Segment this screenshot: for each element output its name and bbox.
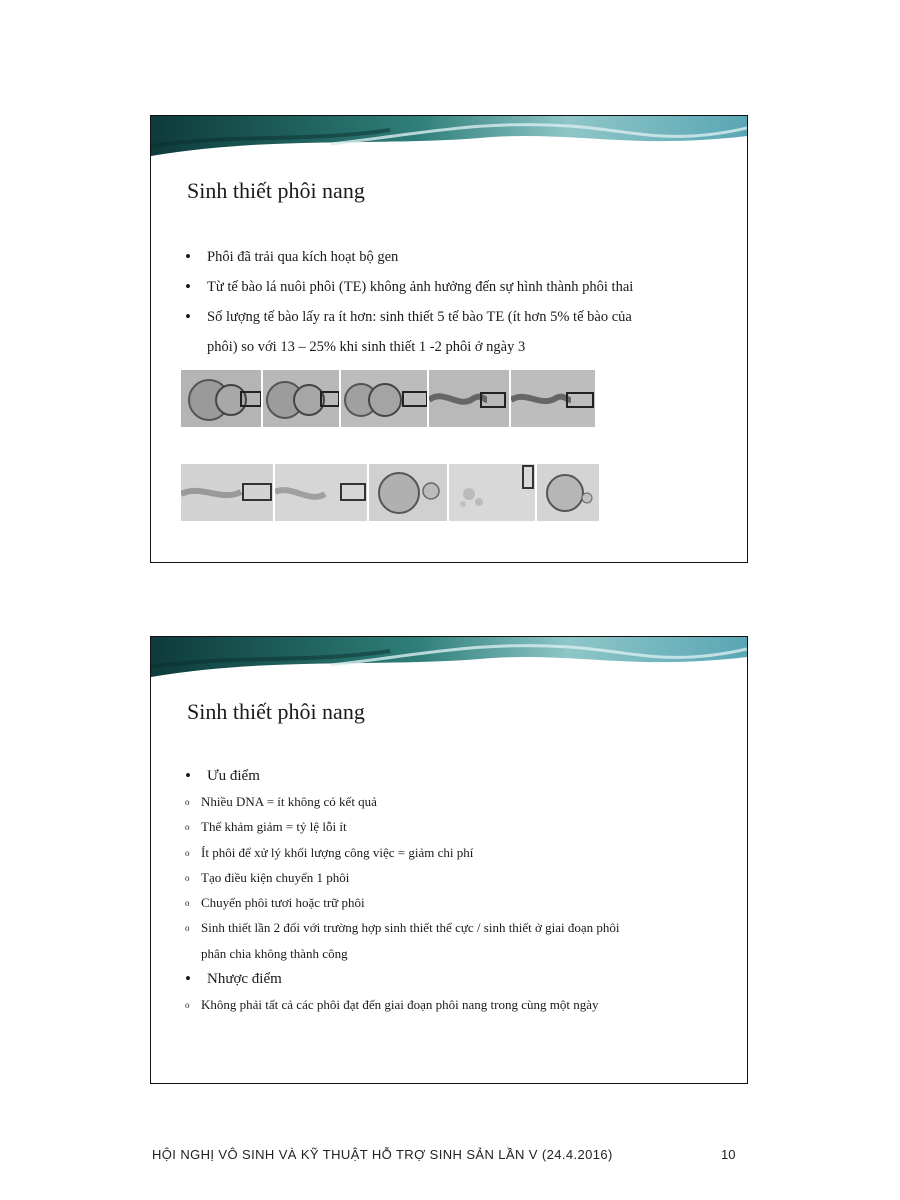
micrograph-image <box>181 464 273 521</box>
micrograph-row-1 <box>181 370 595 427</box>
advantages-heading: • Ưu điểm <box>185 763 727 789</box>
disadvantages-group <box>185 992 727 1017</box>
slide-title: Sinh thiết phôi nang <box>187 178 365 203</box>
micrograph-image <box>263 370 339 427</box>
micrograph-image <box>429 370 509 427</box>
bullet-item: • Từ tế bào lá nuôi phôi (TE) không ảnh hưởng đến sự hình thành phôi thai <box>185 272 727 302</box>
page-number: 10 <box>721 1147 736 1162</box>
advantage-item: o Sinh thiết lần 2 đối với trường hợp sinh thiết thể cực / sinh thiết ở giai đoạn phôi phân chia không thành công <box>185 915 727 966</box>
micrograph-image <box>275 464 367 521</box>
advantage-item: o Thể khảm giảm = tỷ lệ lỗi ít <box>185 814 727 839</box>
micrograph-image <box>341 370 427 427</box>
advantage-item: o Tạo điều kiện chuyển 1 phôi <box>185 865 727 890</box>
disadvantage-item: o Không phải tất cả các phôi đạt đến giai đoạn phôi nang trong cùng một ngày <box>185 992 727 1017</box>
micrograph-image <box>537 464 599 521</box>
wave-banner <box>151 637 747 683</box>
micrograph-image <box>449 464 535 521</box>
advantage-item: o Ít phôi để xử lý khối lượng công việc = giảm chi phí <box>185 840 727 865</box>
slide-title: Sinh thiết phôi nang <box>187 699 365 724</box>
pros-cons-list <box>185 763 727 1017</box>
footer-text: HỘI NGHỊ VÔ SINH VÀ KỸ THUẬT HỖ TRỢ SINH SẢN LẦN V (24.4.2016) <box>152 1147 613 1162</box>
micrograph-image <box>511 370 595 427</box>
bullet-item: • Số lượng tế bào lấy ra ít hơn: sinh thiết 5 tế bào TE (ít hơn 5% tế bào của phôi) so với 13 – 25% khi sinh thiết 1 -2 phôi ở ngày 3 <box>185 302 727 362</box>
advantages-list <box>185 789 727 966</box>
disadvantages-heading: • Nhược điểm <box>185 966 727 992</box>
slide-2 <box>150 636 748 1084</box>
wave-banner <box>151 116 747 162</box>
slide-1 <box>150 115 748 563</box>
micrograph-image <box>181 370 261 427</box>
bullet-list <box>185 242 727 362</box>
disadvantages-list <box>185 992 727 1017</box>
micrograph-image <box>369 464 447 521</box>
advantage-item: o Chuyển phôi tươi hoặc trữ phôi <box>185 890 727 915</box>
advantage-item: o Nhiều DNA = ít không có kết quả <box>185 789 727 814</box>
bullet-item: • Phôi đã trải qua kích hoạt bộ gen <box>185 242 727 272</box>
micrograph-row-2 <box>181 464 599 521</box>
advantages-group <box>185 789 727 966</box>
